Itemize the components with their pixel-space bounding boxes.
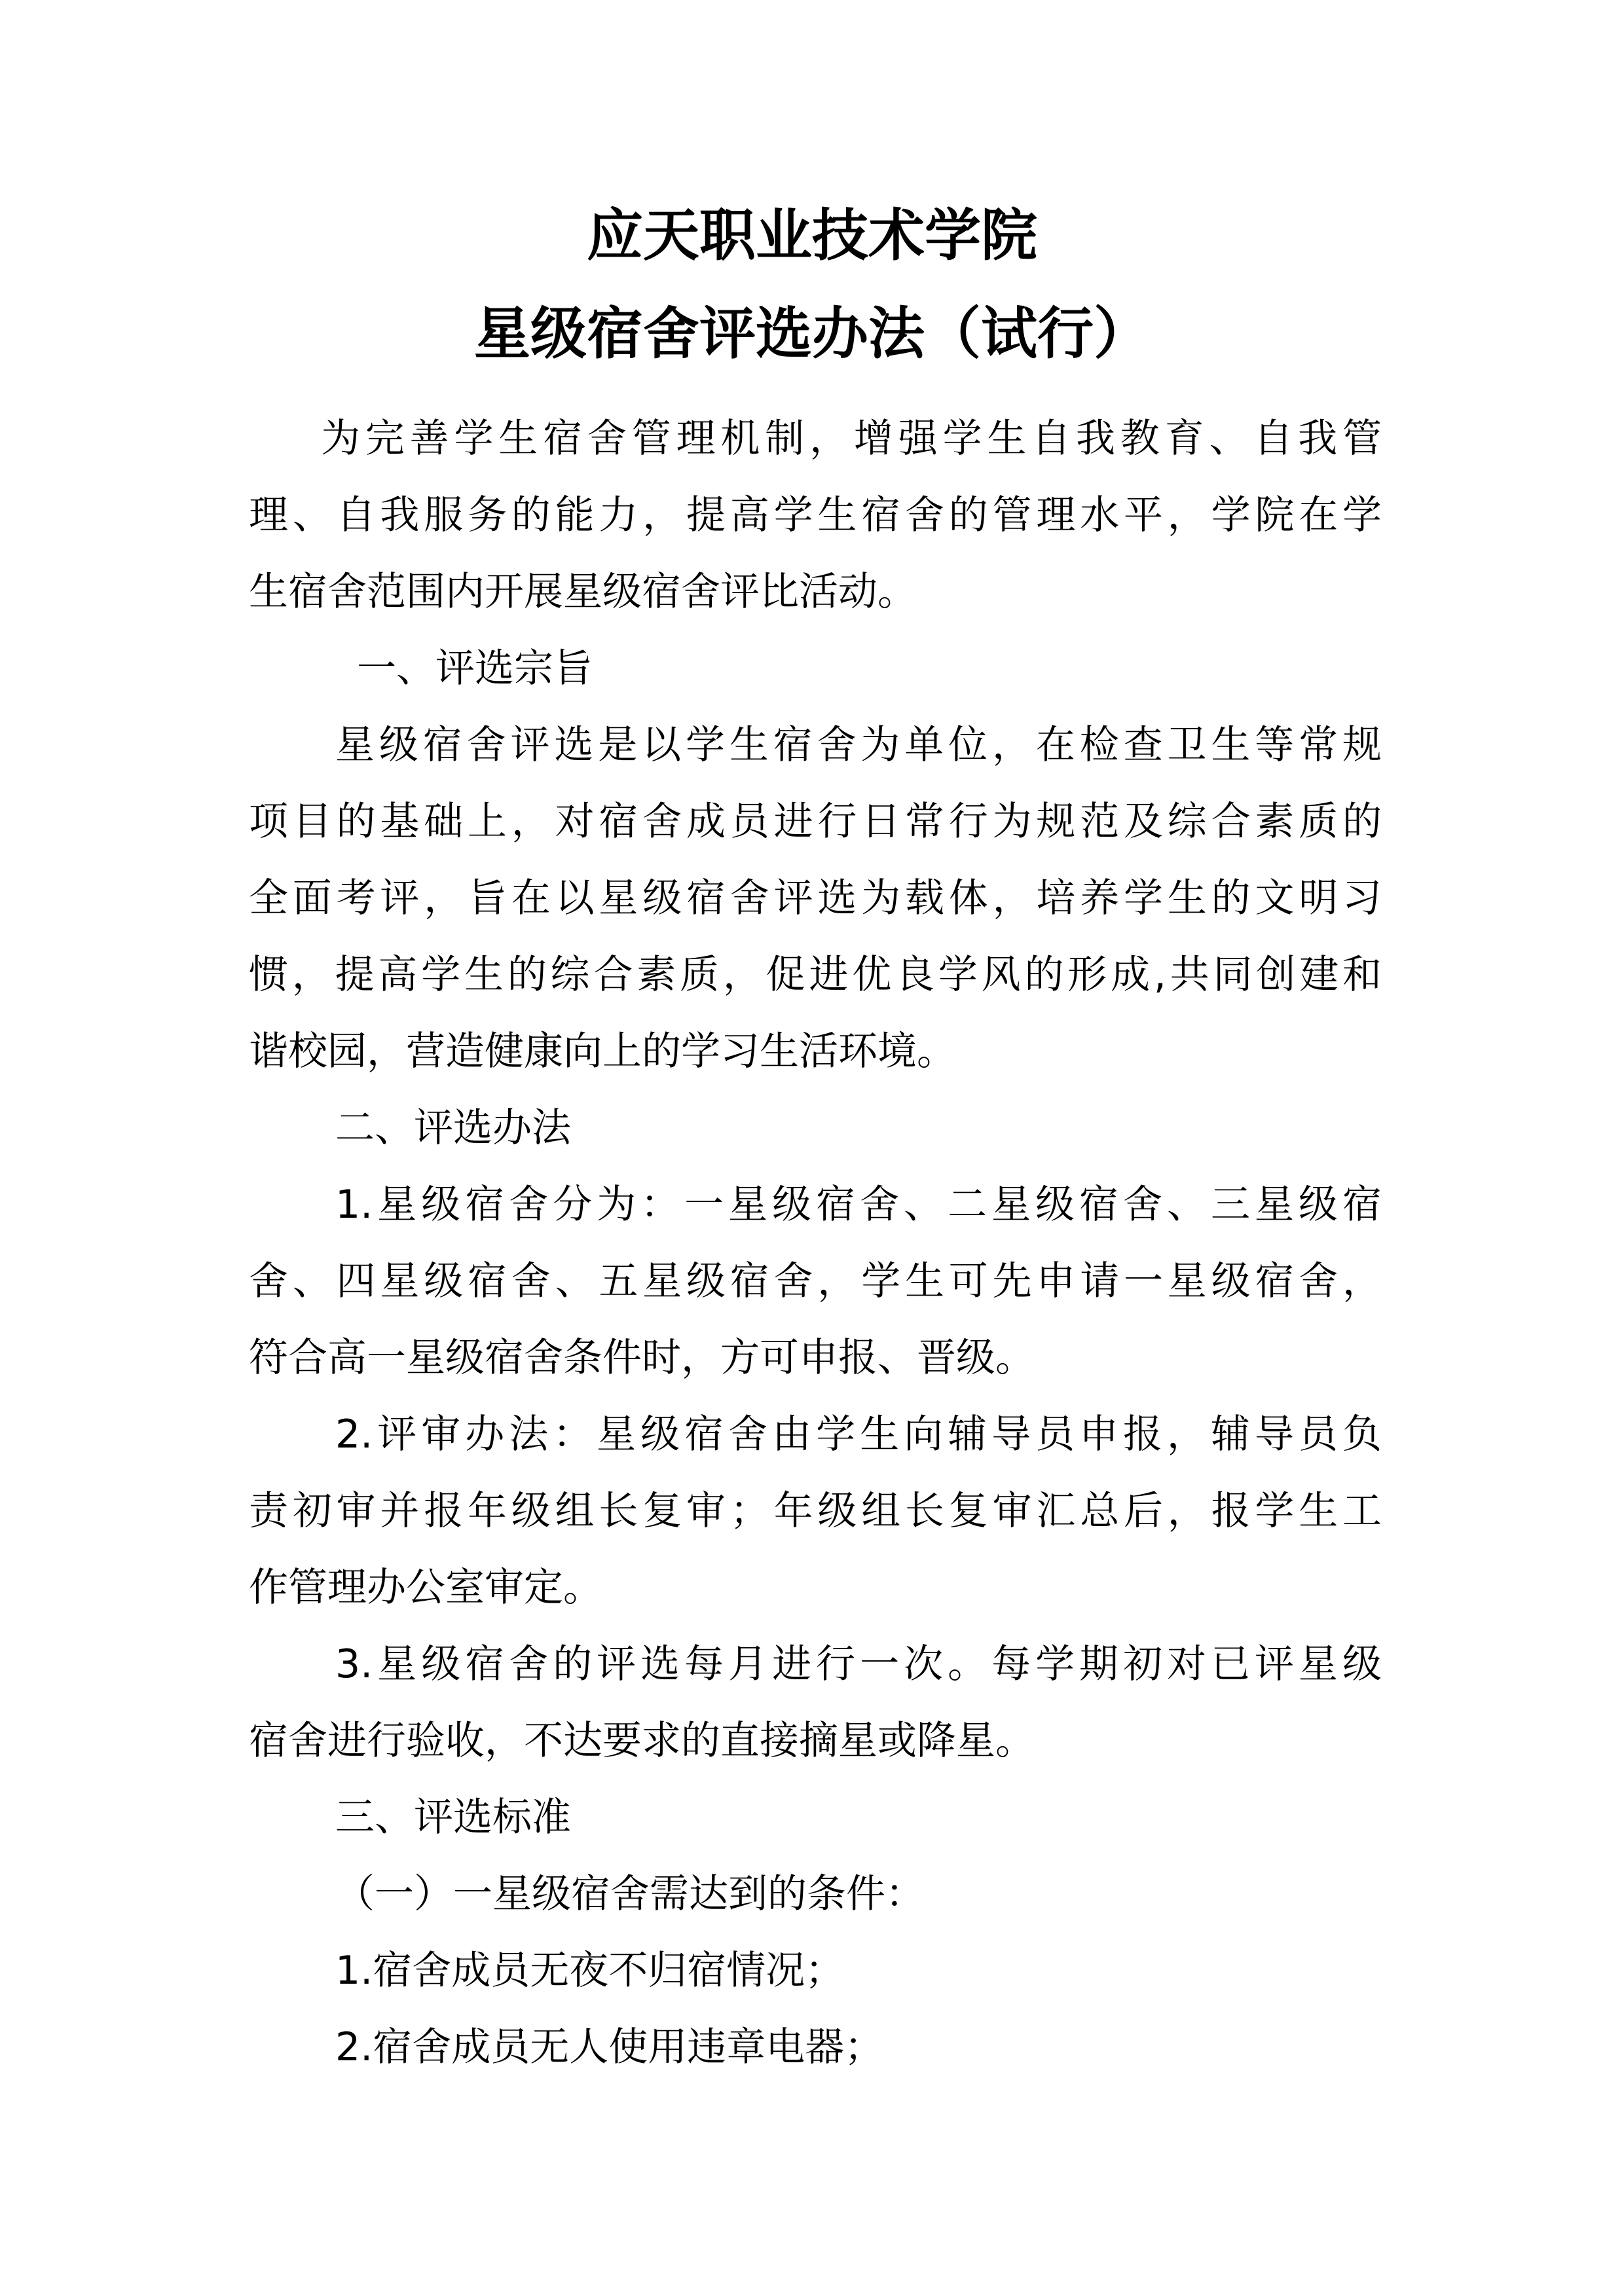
paragraph-line: 惯，提高学生的综合素质，促进优良学风的形成,共同创建和 [249,952,1382,998]
paragraph-line: 2.评审办法：星级宿舍由学生向辅导员申报，辅导员负 [335,1412,1382,1457]
paragraph-line: 宿舍进行验收，不达要求的直接摘星或降星。 [249,1718,1035,1764]
paragraph-line: 3.星级宿舍的评选每月进行一次。每学期初对已评星级 [335,1641,1382,1687]
section-heading: 三、评选标准 [335,1795,571,1840]
paragraph-line: 1.星级宿舍分为：一星级宿舍、二星级宿舍、三星级宿 [335,1182,1382,1228]
list-item: 1.宿舍成员无夜不归宿情况； [335,1948,845,1994]
paragraph-line: 星级宿舍评选是以学生宿舍为单位，在检查卫生等常规 [335,722,1382,768]
paragraph-line: 全面考评，旨在以星级宿舍评选为载体，培养学生的文明习 [249,875,1382,921]
paragraph-line: 理、自我服务的能力，提高学生宿舍的管理水平，学院在学 [249,492,1382,538]
paragraph-line: 责初审并报年级组长复审；年级组长复审汇总后，报学生工 [249,1488,1382,1534]
paragraph-line: 作管理办公室审定。 [249,1565,602,1611]
section-heading: 二、评选办法 [335,1105,571,1151]
paragraph-line: 为完善学生宿舍管理机制，增强学生自我教育、自我管 [321,416,1382,462]
paragraph-line: 项目的基础上，对宿舍成员进行日常行为规范及综合素质的 [249,799,1382,845]
document-title: 应天职业技术学院 [587,202,1037,268]
document-subtitle: 星级宿舍评选办法（试行） [474,301,1150,367]
section-heading: 一、评选宗旨 [357,646,593,691]
paragraph-line: 生宿舍范围内开展星级宿舍评比活动。 [249,569,917,615]
list-item: 2.宿舍成员无人使用违章电器； [335,2024,884,2070]
paragraph-line: 舍、四星级宿舍、五星级宿舍，学生可先申请一星级宿舍， [249,1258,1382,1304]
paragraph-line: 符合高一星级宿舍条件时，方可申报、晋级。 [249,1335,1035,1381]
paragraph-line: 谐校园，营造健康向上的学习生活环境。 [249,1029,956,1074]
subsection-heading: （一）一星级宿舍需达到的条件： [335,1871,925,1917]
